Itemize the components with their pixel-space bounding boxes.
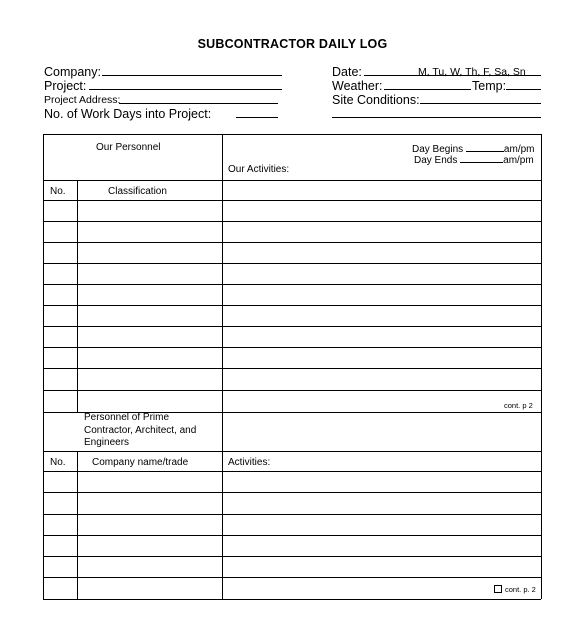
work-days-label: No. of Work Days into Project: [44,107,212,121]
company-trade-column-header: Company name/trade [92,457,189,468]
weekday-options[interactable]: M, Tu, W, Th, F, Sa, Sn [418,66,526,78]
classification-column-header: Classification [108,186,167,197]
work-days-field[interactable] [236,117,278,118]
day-begins-field[interactable] [466,142,504,152]
activities-column-header: Activities: [228,457,271,468]
column-divider-activities [222,134,223,599]
temp-label: Temp: [472,79,507,93]
table-border-right [541,134,542,599]
row-line [43,305,541,306]
row-line [43,263,541,264]
continued-note-2-label: cont. p. 2 [505,585,536,594]
company-field[interactable] [102,75,282,76]
date-label: Date: [332,65,362,79]
row-line [43,347,541,348]
site-conditions-field-line2[interactable] [332,117,541,118]
row-line [43,284,541,285]
no-column-header-2: No. [50,457,66,468]
continued-note-2 [494,584,536,596]
row-line [43,180,541,181]
continued-checkbox[interactable] [494,585,502,593]
our-personnel-header: Our Personnel [96,142,161,153]
row-line [43,535,541,536]
our-activities-header: Our Activities: [228,164,290,175]
day-ends-field[interactable] [460,153,503,163]
row-line [43,471,541,472]
row-line [43,514,541,515]
row-line [43,556,541,557]
day-begins-label: Day Begins [412,144,464,155]
prime-personnel-header: Personnel of Prime Contractor, Architect, and Engineers [84,412,197,448]
column-divider-no [77,180,78,412]
weather-field[interactable] [384,89,471,90]
continued-note: cont. p 2 [504,401,533,410]
row-line [43,492,541,493]
row-line [43,368,541,369]
table-border-left [43,134,44,599]
day-begins-ampm: am/pm [503,144,535,155]
project-label: Project: [44,79,87,93]
day-ends-label: Day Ends [414,155,458,166]
row-line [43,221,541,222]
day-ends-row [414,153,534,167]
document-title: SUBCONTRACTOR DAILY LOG [197,37,388,51]
row-line [43,200,541,201]
company-label: Company: [44,65,101,79]
row-line [43,451,541,452]
row-line [43,326,541,327]
temp-field[interactable] [506,89,541,90]
weather-label: Weather: [332,79,383,93]
table-border-top [43,134,541,135]
site-conditions-field[interactable] [420,103,541,104]
row-line [43,577,541,578]
no-column-header: No. [50,186,66,197]
project-address-label: Project Address: [44,94,121,106]
day-ends-ampm: am/pm [503,155,534,166]
table-border-bottom [43,599,541,600]
project-address-field[interactable] [119,103,278,104]
row-line [43,390,541,391]
site-conditions-label: Site Conditions: [332,93,420,107]
project-field[interactable] [89,89,282,90]
row-line [43,242,541,243]
